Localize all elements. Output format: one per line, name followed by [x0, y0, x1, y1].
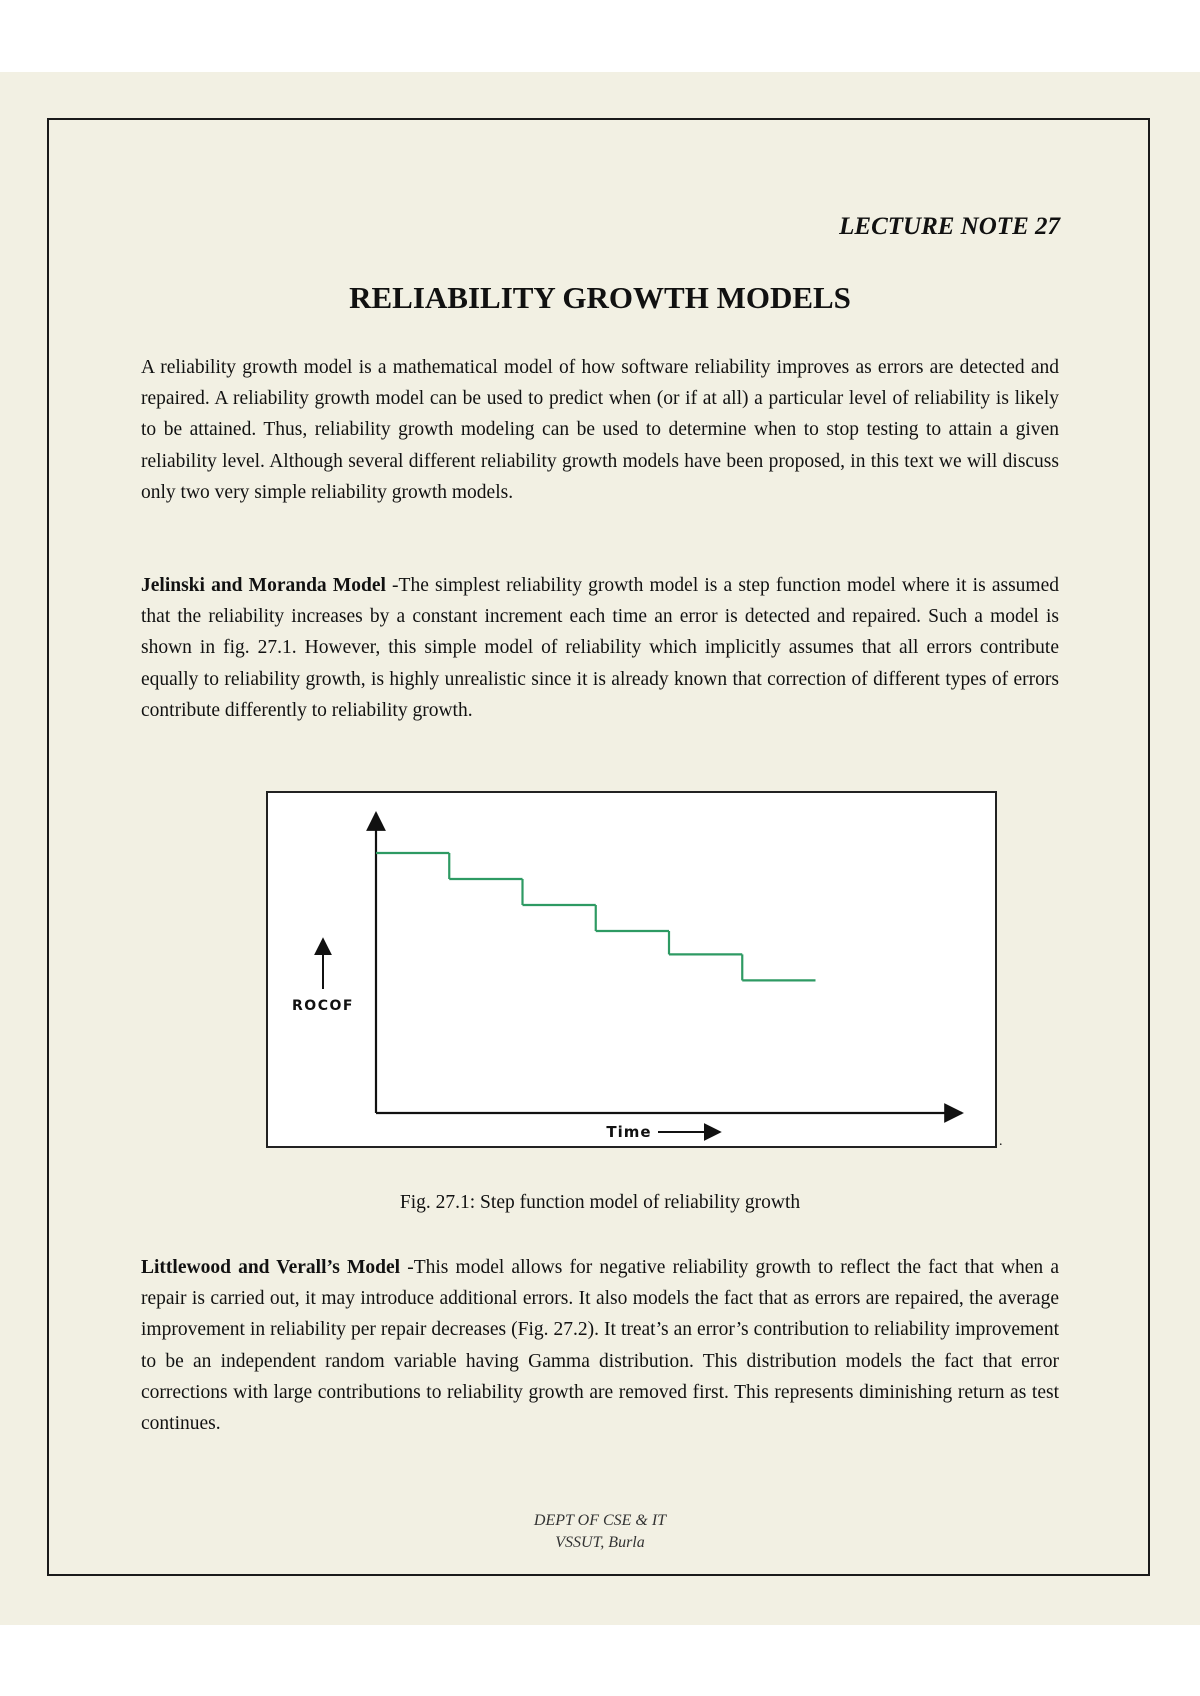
- jelinski-heading: Jelinski and Moranda Model: [141, 575, 386, 596]
- step-series: [376, 853, 816, 980]
- littlewood-heading: Littlewood and Verall’s Model: [141, 1257, 401, 1278]
- figure-caption: Fig. 27.1: Step function model of reliability growth: [399, 1192, 801, 1213]
- step-function-chart: [268, 793, 995, 1146]
- y-axis-label: ROCOF: [292, 998, 354, 1014]
- footer-institution: VSSUT, Burla: [555, 1534, 645, 1551]
- x-axis-label: Time: [606, 1123, 652, 1141]
- figure-trailing-dot: .: [999, 1134, 1003, 1149]
- page-footer: [0, 1510, 1200, 1554]
- lecture-note-label: LECTURE NOTE 27: [839, 213, 1060, 240]
- littlewood-paragraph: [141, 1252, 1059, 1439]
- littlewood-text: -This model allows for negative reliability growth to reflect the fact that when a repair is carried out, it may introduce additional errors. It also models the fact that as errors are repaired, the average improvement in reliability per repair decreases (Fig. 27.2). It treat’s an error’s contribution to reliability improvement to be an independent random variable having Gamma distribution. This distribution models the fact that error corrections with large contributions to reliability growth are removed first. This represents diminishing return as test continues.: [141, 1257, 1059, 1435]
- page-title: RELIABILITY GROWTH MODELS: [349, 280, 851, 315]
- footer-dept: DEPT OF CSE & IT: [533, 1512, 667, 1529]
- intro-paragraph: A reliability growth model is a mathematical model of how software reliability improves as errors are detected and repaired. A reliability growth model can be used to predict when (or if at all) a particular level of reliability is likely to be attained. Thus, reliability growth modeling can be used to determine when to stop testing to attain a given reliability level. Although several different reliability growth models have been proposed, in this text we will discuss only two very simple reliability growth models.: [141, 357, 1059, 503]
- jelinski-paragraph: [141, 570, 1059, 726]
- figure-step-function: [266, 791, 997, 1148]
- jelinski-text: -The simplest reliability growth model is a step function model where it is assumed that the reliability increases by a constant increment each time an error is detected and repaired. Such a model is shown in fig. 27.1. However, this simple model of reliability which implicitly assumes that all errors contribute equally to reliability growth, is highly unrealistic since it is already known that correction of different types of errors contribute differently to reliability growth.: [141, 575, 1059, 721]
